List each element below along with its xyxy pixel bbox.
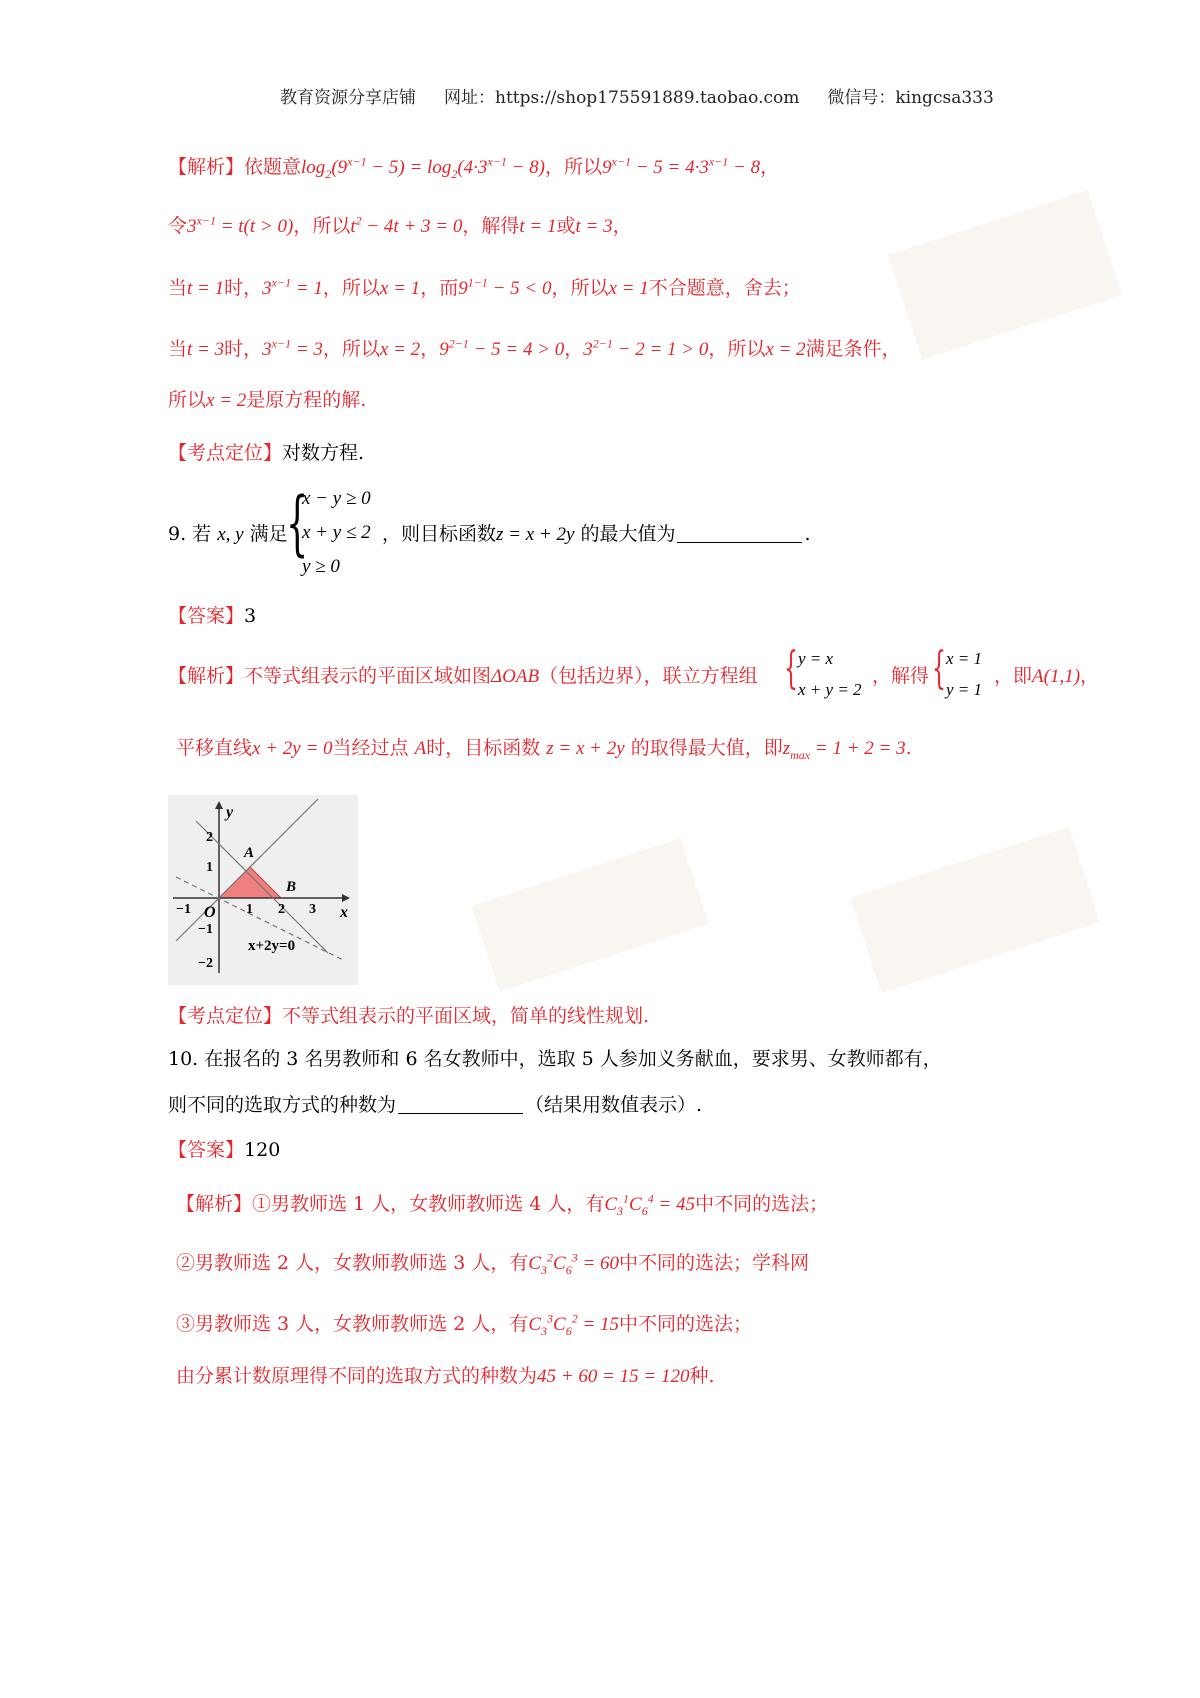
q9-stem: 9. 若 x, y 满足 xyxy=(168,523,288,545)
x-axis-label: x xyxy=(340,904,348,921)
watermark xyxy=(471,838,708,992)
origin-label: O xyxy=(204,904,216,921)
tick-x-1: 1 xyxy=(246,902,253,917)
q10-stem-line1: 10. 在报名的 3 名男教师和 6 名女教师中，选取 5 人参加义务献血，要求男、女教师都有， xyxy=(168,1048,942,1070)
q8-kaodian: 【考点定位】对数方程. xyxy=(168,442,365,464)
q9-cond-1: x − y ≥ 0 xyxy=(302,488,371,509)
answer-blank xyxy=(677,524,802,543)
tick-y-neg1: −1 xyxy=(198,922,213,937)
q9-graph xyxy=(168,795,358,985)
q9-system-row1: y = x xyxy=(798,649,834,668)
q9-cond-3: y ≥ 0 xyxy=(302,556,340,577)
q9-solution-brace: { xyxy=(932,643,946,694)
point-a-label: A xyxy=(244,845,255,861)
page-header xyxy=(280,86,1022,110)
answer-blank xyxy=(398,1095,523,1114)
header-website: 网址：https://shop175591889.taobao.com xyxy=(444,88,800,108)
q8-analysis-line5: 所以x = 2是原方程的解. xyxy=(168,389,367,411)
q8-analysis-line3: 当t = 1时，$3^{x-1} = 1$，所以x = 1，而$9^{1-1} - 5 < 0$，所以x = 1不合题意，舍去； xyxy=(168,275,801,299)
q10-analysis-line2: ②男教师选 2 人，女教师教师选 3 人，有$C_3^2C_6^3 = 60$中不同的选法；学科网 xyxy=(176,1250,810,1277)
q9-system-row2: x + y = 2 xyxy=(798,680,862,699)
q8-analysis-line4: 当t = 3时，$3^{x-1} = 3$，所以x = 2，$9^{2-1} - 5 = 4 > 0$，$3^{2-1} - 2 = 1 > 0$，所以x = 2满足条件， xyxy=(168,336,901,360)
tick-x-neg1: −1 xyxy=(176,902,191,917)
q9-answer: 【答案】3 xyxy=(168,605,257,627)
y-axis-label: y xyxy=(226,804,234,821)
tick-x-3: 3 xyxy=(309,902,316,917)
tick-y-1: 1 xyxy=(206,860,213,875)
q8-analysis-line2: 令$3^{x-1} = t(t > 0)$，所以$t^2 - 4t + 3 = 0$，解得t = 1或t = 3， xyxy=(168,213,632,237)
q10-analysis-line1: 【解析】①男教师选 1 人，女教师教师选 4 人，有$C_3^1C_6^4 = 45$中不同的选法； xyxy=(176,1191,829,1218)
q9-brace: { xyxy=(286,482,309,564)
watermark xyxy=(850,827,1100,993)
q9-solution-row2: y = 1 xyxy=(946,680,983,699)
tick-y-2: 2 xyxy=(206,830,213,845)
header-shop: 教育资源分享店铺 xyxy=(280,88,416,108)
q9-kaodian: 【考点定位】不等式组表示的平面区域，简单的线性规划. xyxy=(168,1005,650,1027)
q10-answer: 【答案】120 xyxy=(168,1139,281,1161)
watermark xyxy=(888,190,1122,360)
q9-cond-2: x + y ≤ 2 xyxy=(302,522,371,543)
q9-analysis-line1c: ，即A(1,1)， xyxy=(994,665,1100,687)
q9-analysis-line1: 【解析】不等式组表示的平面区域如图ΔOAB（包括边界），联立方程组 xyxy=(168,665,758,687)
tick-y-neg2: −2 xyxy=(198,956,213,971)
dashed-line-label: x+2y=0 xyxy=(248,938,296,954)
point-b-label: B xyxy=(286,879,297,895)
q9-analysis-line1b: ，解得 xyxy=(872,665,930,687)
q8-analysis-line1: 【解析】依题意$\log_2(9^{x-1} - 5) = \log_2(4\cdot 3^{x-1} - 8)$，所以$9^{x-1} - 5 = 4\cdot 3^{x-1} - 8$， xyxy=(168,154,780,181)
tick-x-2: 2 xyxy=(278,902,285,917)
q10-stem-line2: 则不同的选取方式的种数为 （结果用数值表示）. xyxy=(168,1094,703,1116)
q9-system-brace: { xyxy=(784,643,798,694)
header-wechat: 微信号：kingcsa333 xyxy=(827,88,994,108)
q10-analysis-line4: 由分累计数原理得不同的选取方式的种数为45 + 60 = 15 = 120种. xyxy=(176,1365,715,1387)
q9-stem-rest: ，则目标函数z = x + 2y 的最大值为 . xyxy=(382,523,811,545)
q10-analysis-line3: ③男教师选 3 人，女教师教师选 2 人，有$C_3^3C_6^2 = 15$中不同的选法； xyxy=(176,1311,753,1338)
q9-analysis-line2: 平移直线x + 2y = 0当经过点 A时，目标函数 z = x + 2y 的取得最大值，即$z_{max} = 1 + 2 = 3$. xyxy=(176,737,912,762)
q9-solution-row1: x = 1 xyxy=(946,649,983,668)
